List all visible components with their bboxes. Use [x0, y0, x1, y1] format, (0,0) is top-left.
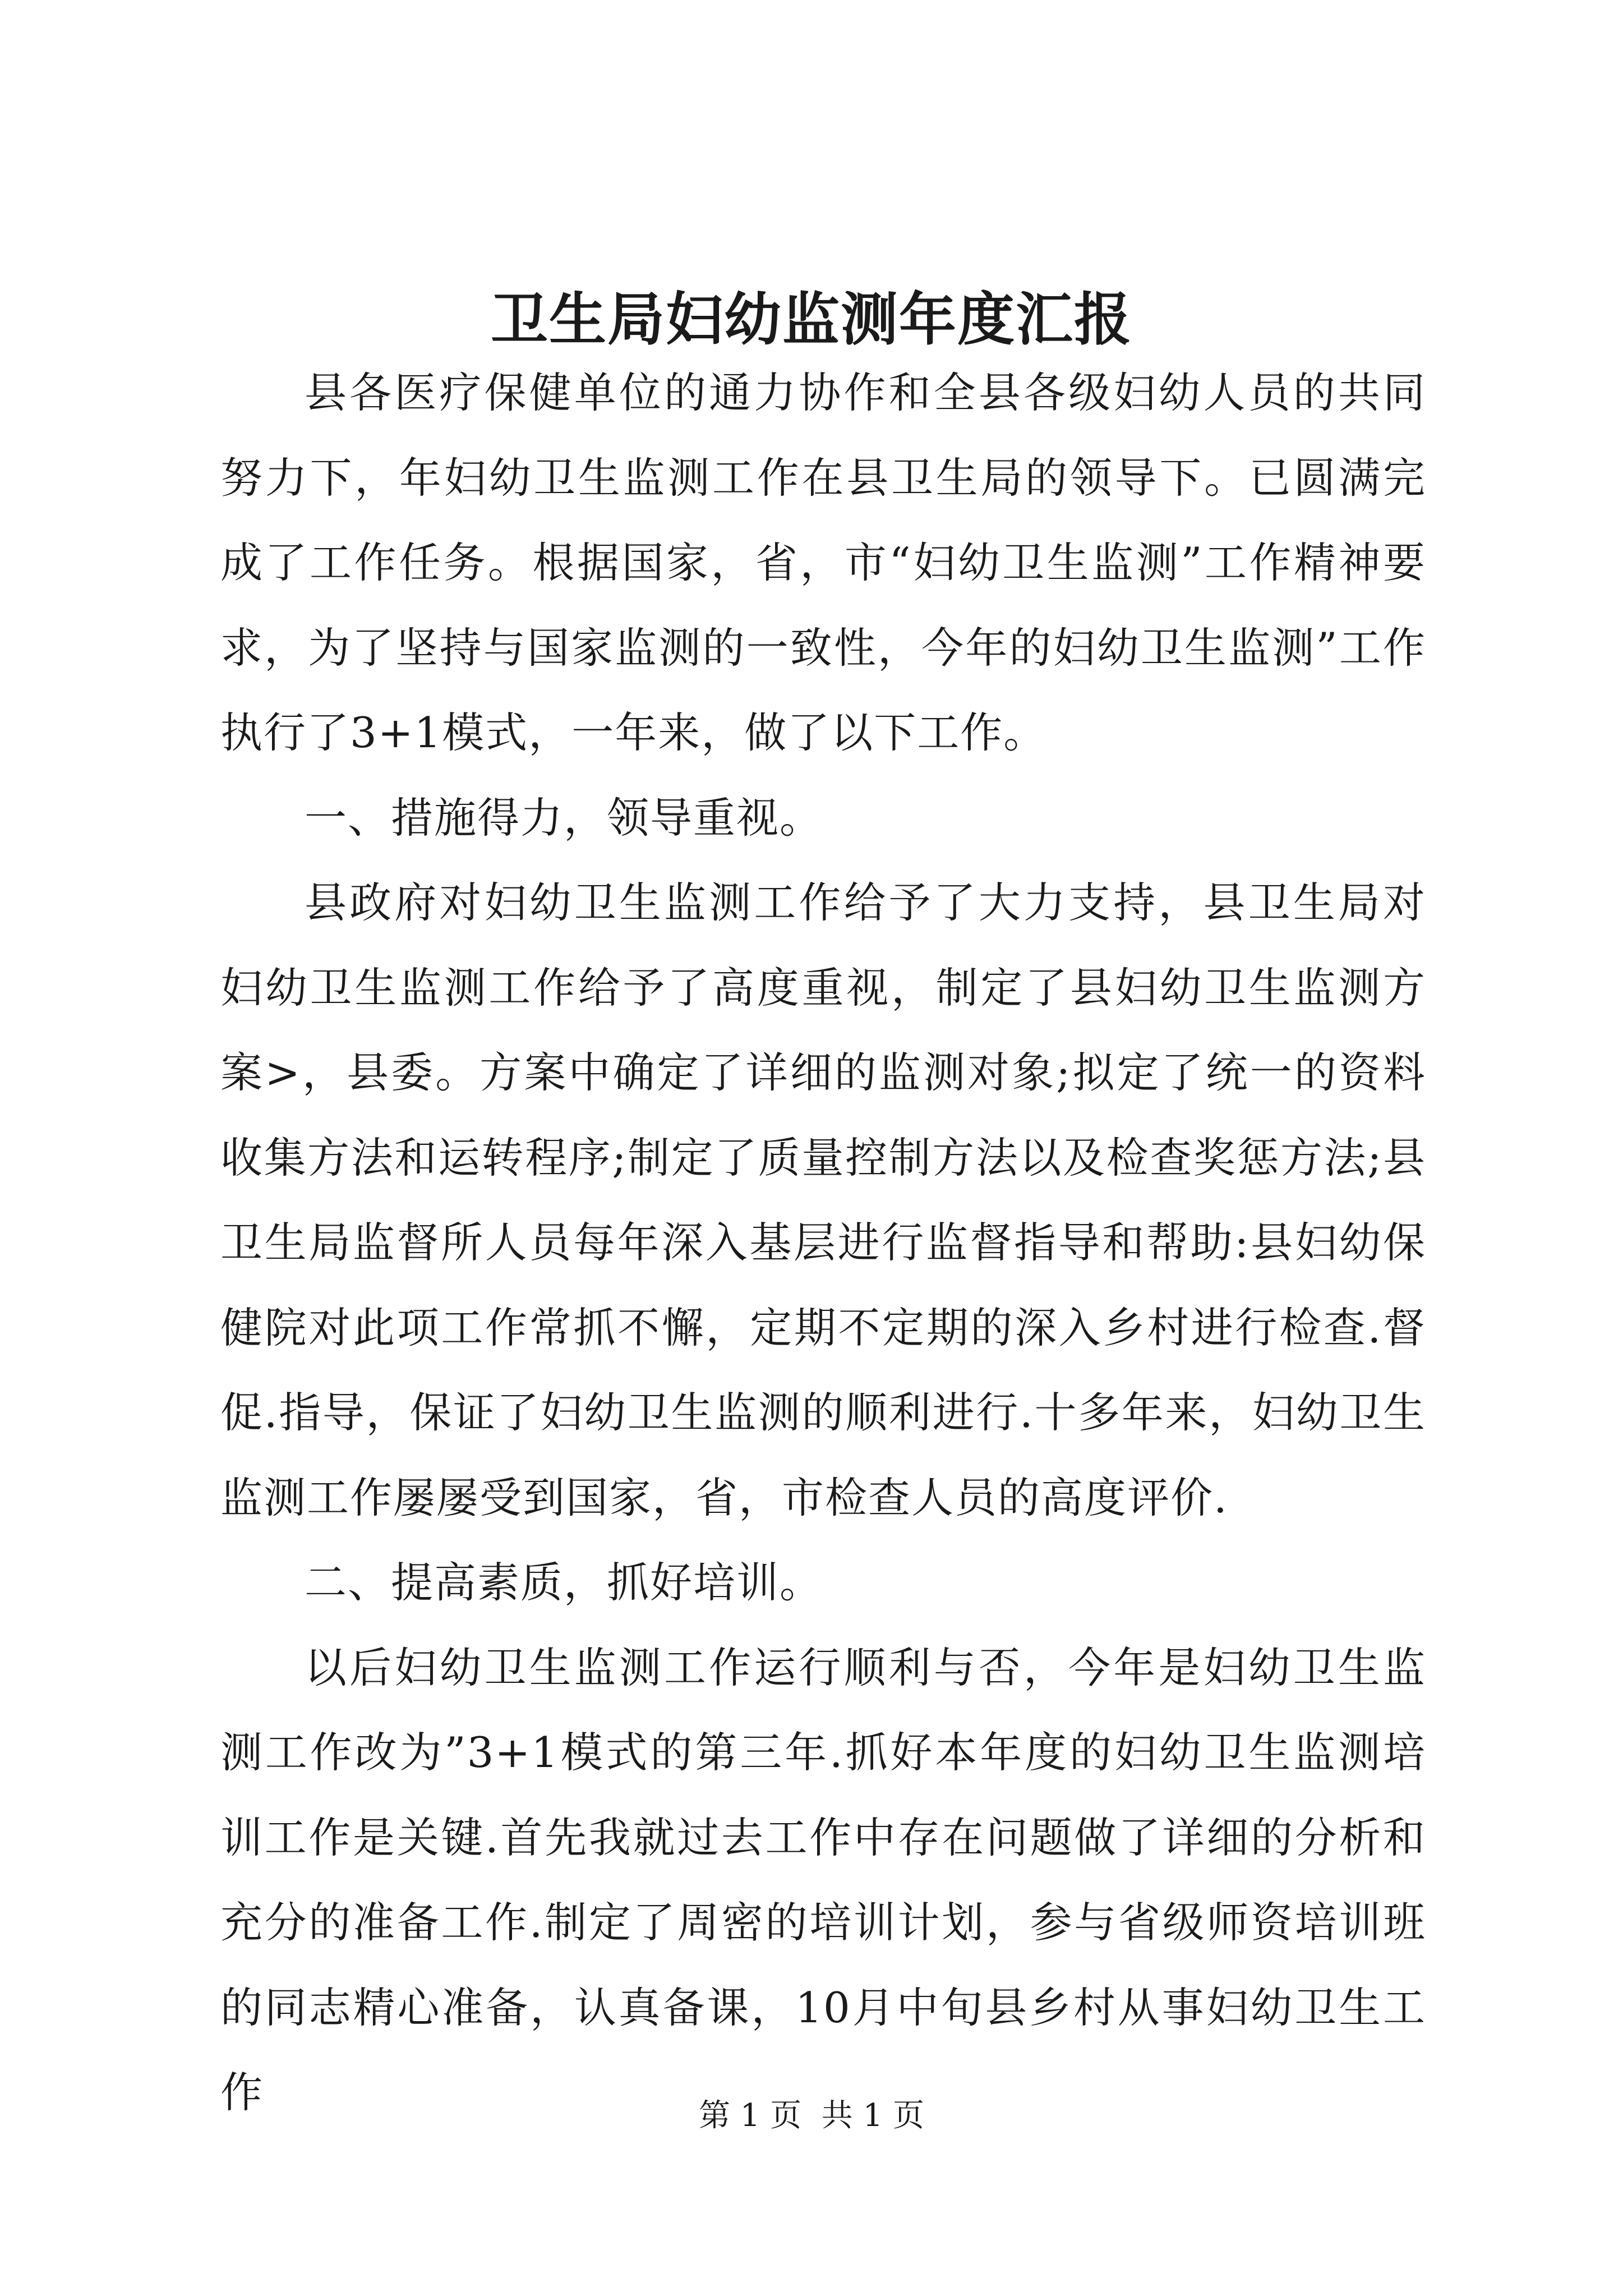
document-title: 卫生局妇幼监测年度汇报	[491, 286, 1132, 353]
paragraph-section-1: 县政府对妇幼卫生监测工作给予了大力支持，县卫生局对妇幼卫生监测工作给予了高度重视，制定了县妇幼卫生监测方案>，县委。方案中确定了详细的监测对象;拟定了统一的资料收集方法和运转程序;制定了质量控制方法以及检查奖惩方法;县卫生局监督所人员每年深入基层进行监督指导和帮助:县妇幼保健院对此项工作常抓不懈，定期不定期的深入乡村进行检查.督促.指导，保证了妇幼卫生监测的顺利进行.十多年来，妇幼卫生监测工作屡屡受到国家，省，市检查人员的高度评价.	[220, 878, 1426, 1522]
section-heading-1: 一、措施得力，领导重视。	[305, 793, 823, 843]
section-heading-2: 二、提高素质，抓好培训。	[305, 1558, 823, 1607]
page-number-footer: 第 1 页 共 1 页	[698, 2097, 925, 2134]
paragraph-intro: 县各医疗保健单位的通力协作和全县各级妇幼人员的共同努力下，年妇幼卫生监测工作在县卫生局的领导下。已圆满完成了工作任务。根据国家，省，市“妇幼卫生监测”工作精神要求，为了坚持与国家监测的一致性，今年的妇幼卫生监测”工作执行了3+1模式，一年来，做了以下工作。	[220, 368, 1426, 757]
document-body	[220, 351, 1426, 2136]
paragraph-section-2: 以后妇幼卫生监测工作运行顺利与否，今年是妇幼卫生监测工作改为”3+1模式的第三年.抓好本年度的妇幼卫生监测培训工作是关键.首先我就过去工作中存在问题做了详细的分析和充分的准备工作.制定了周密的培训计划，参与省级师资培训班的同志精心准备，认真备课，10月中旬县乡村从事妇幼卫生工作	[220, 1642, 1426, 2117]
